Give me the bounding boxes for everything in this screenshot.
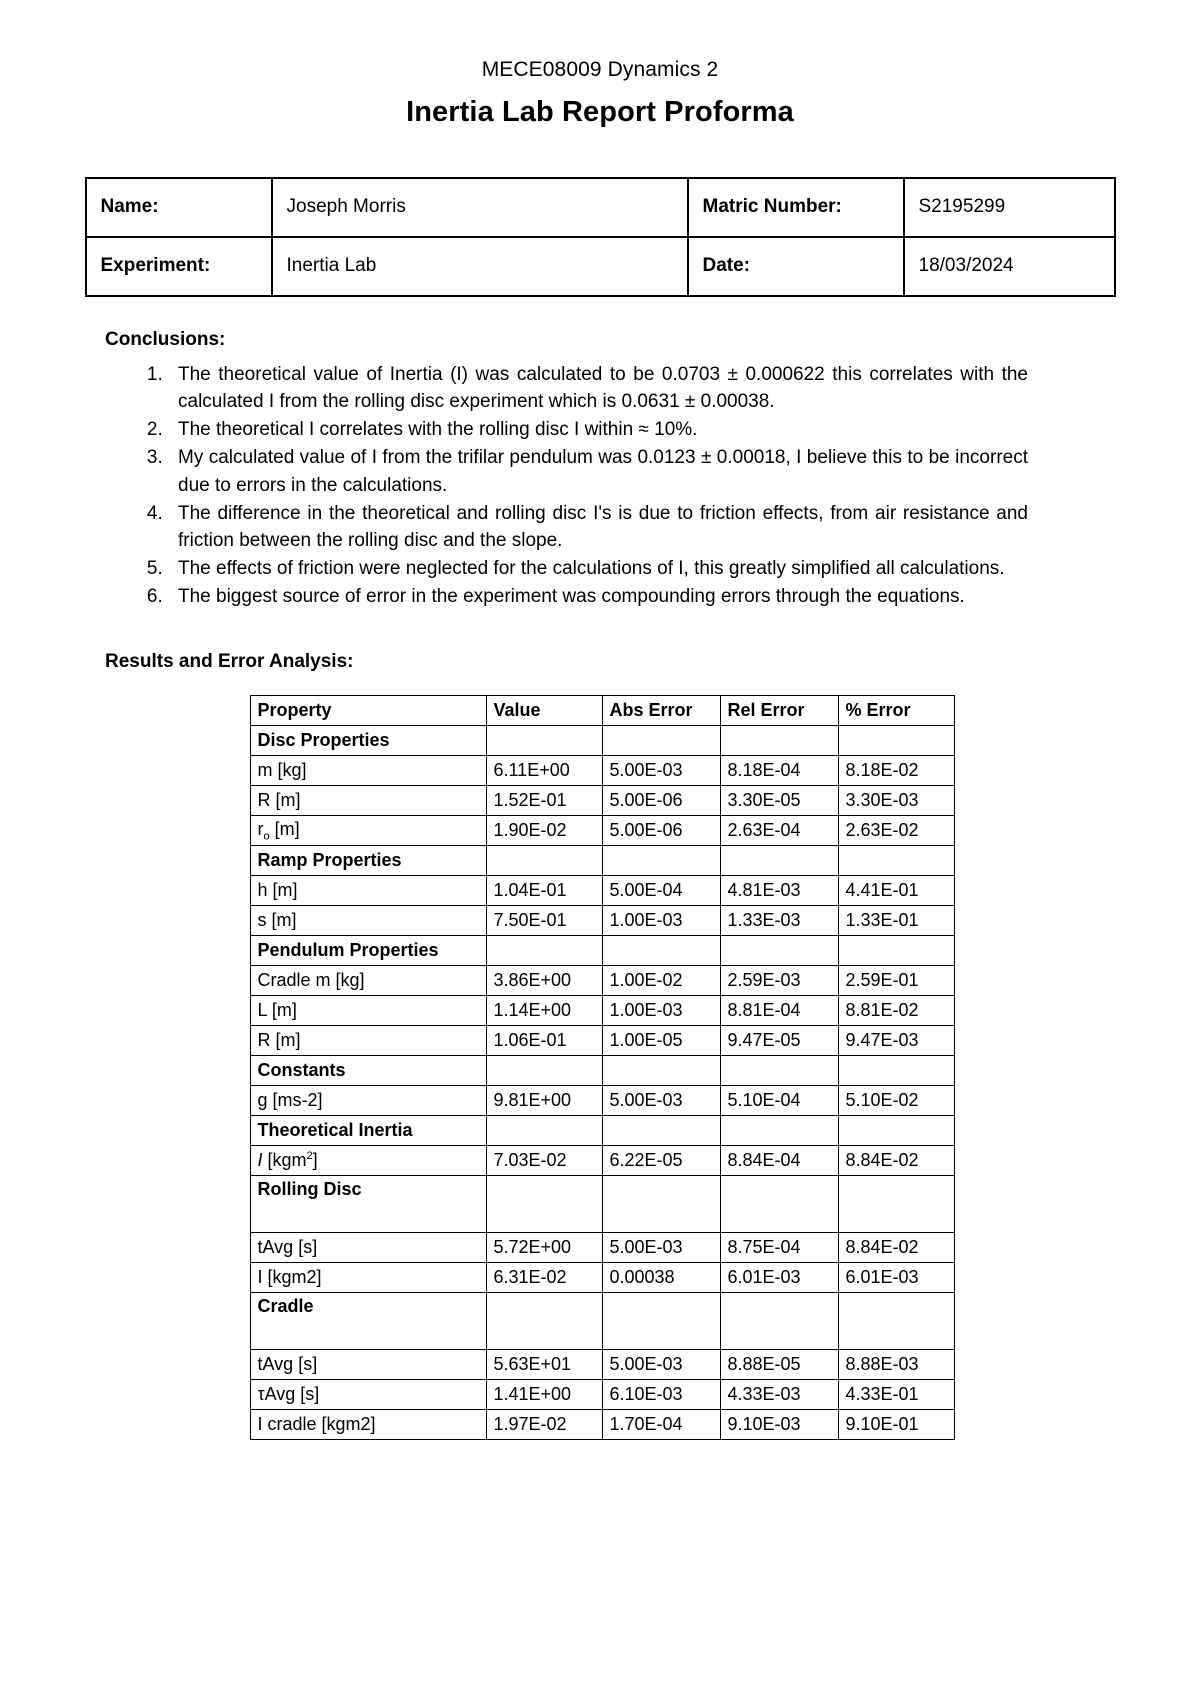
cell-rel-error: 2.59E-03 <box>720 966 838 996</box>
cell-rel-error: 8.75E-04 <box>720 1233 838 1263</box>
cell-rel-error <box>720 1056 838 1086</box>
cell-value: 7.03E-02 <box>486 1146 602 1176</box>
table-row <box>250 876 954 906</box>
cell-pct-error: 8.81E-02 <box>838 996 954 1026</box>
cell-property: Theoretical Inertia <box>250 1116 486 1146</box>
cell-value: 6.11E+00 <box>486 756 602 786</box>
cell-pct-error <box>838 1056 954 1086</box>
table-row <box>250 966 954 996</box>
cell-value: 3.86E+00 <box>486 966 602 996</box>
cell-pct-error: 4.33E-01 <box>838 1380 954 1410</box>
cell-abs-error: 5.00E-03 <box>602 1233 720 1263</box>
table-row <box>86 237 1115 296</box>
cell-pct-error: 5.10E-02 <box>838 1086 954 1116</box>
table-group-row <box>250 726 954 756</box>
conclusion-item: 1. The theoretical value of Inertia (I) was calculated to be 0.0703 ± 0.000622 this correlates with the calculated I from the rolling disc experiment which is 0.0631 ± 0.00038. <box>168 361 1028 415</box>
table-row <box>250 1086 954 1116</box>
table-row <box>250 1380 954 1410</box>
cell-property: Cradle <box>250 1293 486 1350</box>
cell-rel-error: 6.01E-03 <box>720 1263 838 1293</box>
course-code: MECE08009 Dynamics 2 <box>481 58 719 81</box>
cell-pct-error: 8.84E-02 <box>838 1146 954 1176</box>
table-row <box>250 906 954 936</box>
column-header: Value <box>486 696 602 726</box>
table-row <box>250 1410 954 1440</box>
cell-property: tAvg [s] <box>250 1233 486 1263</box>
cell-abs-error: 5.00E-03 <box>602 1086 720 1116</box>
cell-property: g [ms-2] <box>250 1086 486 1116</box>
cell-value: 1.97E-02 <box>486 1410 602 1440</box>
cell-property: s [m] <box>250 906 486 936</box>
cell-value: 1.04E-01 <box>486 876 602 906</box>
table-row <box>250 816 954 846</box>
date-value: 18/03/2024 <box>904 237 1115 296</box>
cell-abs-error <box>602 936 720 966</box>
cell-rel-error: 4.33E-03 <box>720 1380 838 1410</box>
cell-value <box>486 1056 602 1086</box>
cell-property: τAvg [s] <box>250 1380 486 1410</box>
name-value: Joseph Morris <box>272 178 688 237</box>
cell-property: I cradle [kgm2] <box>250 1410 486 1440</box>
cell-pct-error: 1.33E-01 <box>838 906 954 936</box>
cell-property: R [m] <box>250 1026 486 1056</box>
cell-rel-error <box>720 1116 838 1146</box>
cell-abs-error: 6.22E-05 <box>602 1146 720 1176</box>
cell-rel-error: 9.47E-05 <box>720 1026 838 1056</box>
cell-pct-error <box>838 1116 954 1146</box>
cell-property: tAvg [s] <box>250 1350 486 1380</box>
conclusion-item: 4. The difference in the theoretical and rolling disc I's is due to friction effects, from air resistance and friction between the rolling disc and the slope. <box>168 500 1028 554</box>
table-group-row <box>250 1116 954 1146</box>
cell-abs-error <box>602 1116 720 1146</box>
cell-pct-error: 9.47E-03 <box>838 1026 954 1056</box>
cell-abs-error: 5.00E-06 <box>602 816 720 846</box>
cell-property: R [m] <box>250 786 486 816</box>
table-row <box>250 1263 954 1293</box>
cell-property: Cradle m [kg] <box>250 966 486 996</box>
column-header: Property <box>250 696 486 726</box>
cell-property: Pendulum Properties <box>250 936 486 966</box>
table-group-row <box>250 936 954 966</box>
cell-property: h [m] <box>250 876 486 906</box>
matric-label: Matric Number: <box>688 178 904 237</box>
cell-abs-error <box>602 1176 720 1233</box>
cell-pct-error <box>838 1293 954 1350</box>
cell-value <box>486 1116 602 1146</box>
cell-value: 1.14E+00 <box>486 996 602 1026</box>
cell-value: 1.06E-01 <box>486 1026 602 1056</box>
cell-property: Constants <box>250 1056 486 1086</box>
cell-rel-error <box>720 1293 838 1350</box>
cell-abs-error: 0.00038 <box>602 1263 720 1293</box>
cell-pct-error: 8.18E-02 <box>838 756 954 786</box>
conclusion-item: 2. The theoretical I correlates with the rolling disc I within ≈ 10%. <box>168 416 1028 443</box>
cell-value: 1.41E+00 <box>486 1380 602 1410</box>
cell-property: m [kg] <box>250 756 486 786</box>
cell-rel-error <box>720 846 838 876</box>
table-row <box>86 178 1115 237</box>
conclusions-heading: Conclusions: <box>105 329 226 350</box>
cell-abs-error <box>602 726 720 756</box>
cell-pct-error: 2.59E-01 <box>838 966 954 996</box>
page-title: Inertia Lab Report Proforma <box>406 96 794 128</box>
date-label: Date: <box>688 237 904 296</box>
cell-property: Rolling Disc <box>250 1176 486 1233</box>
cell-abs-error: 1.00E-02 <box>602 966 720 996</box>
cell-value <box>486 936 602 966</box>
table-row <box>250 996 954 1026</box>
cell-abs-error: 5.00E-03 <box>602 1350 720 1380</box>
cell-pct-error <box>838 726 954 756</box>
cell-property: I [kgm$^2$] <box>250 1146 486 1176</box>
cell-pct-error: 3.30E-03 <box>838 786 954 816</box>
cell-abs-error: 1.70E-04 <box>602 1410 720 1440</box>
cell-abs-error: 5.00E-03 <box>602 756 720 786</box>
cell-property: L [m] <box>250 996 486 1026</box>
cell-rel-error <box>720 936 838 966</box>
table-row <box>250 1026 954 1056</box>
cell-value: 5.63E+01 <box>486 1350 602 1380</box>
cell-value: 5.72E+00 <box>486 1233 602 1263</box>
cell-property: $r_o$ [m] <box>250 816 486 846</box>
cell-pct-error: 6.01E-03 <box>838 1263 954 1293</box>
cell-abs-error <box>602 1056 720 1086</box>
column-header: Rel Error <box>720 696 838 726</box>
cell-rel-error: 4.81E-03 <box>720 876 838 906</box>
table-group-row <box>250 1293 954 1350</box>
experiment-value: Inertia Lab <box>272 237 688 296</box>
student-info-table <box>85 177 1116 297</box>
conclusions-list <box>0 361 1200 610</box>
cell-abs-error <box>602 1293 720 1350</box>
cell-value <box>486 846 602 876</box>
cell-property: Disc Properties <box>250 726 486 756</box>
table-row <box>250 756 954 786</box>
cell-abs-error: 5.00E-06 <box>602 786 720 816</box>
cell-value <box>486 1293 602 1350</box>
cell-value: 6.31E-02 <box>486 1263 602 1293</box>
conclusion-item: 6. The biggest source of error in the experiment was compounding errors through the equations. <box>168 583 1028 610</box>
cell-abs-error: 1.00E-05 <box>602 1026 720 1056</box>
cell-value <box>486 726 602 756</box>
cell-rel-error <box>720 726 838 756</box>
cell-rel-error: 5.10E-04 <box>720 1086 838 1116</box>
table-header-row <box>250 696 954 726</box>
cell-rel-error: 8.18E-04 <box>720 756 838 786</box>
cell-rel-error: 8.84E-04 <box>720 1146 838 1176</box>
cell-pct-error: 8.84E-02 <box>838 1233 954 1263</box>
cell-property: Ramp Properties <box>250 846 486 876</box>
experiment-label: Experiment: <box>86 237 272 296</box>
column-header: % Error <box>838 696 954 726</box>
cell-rel-error: 2.63E-04 <box>720 816 838 846</box>
matric-value: S2195299 <box>904 178 1115 237</box>
table-row <box>250 786 954 816</box>
table-row <box>250 1350 954 1380</box>
table-group-row <box>250 1056 954 1086</box>
conclusion-item: 5. The effects of friction were neglected for the calculations of I, this greatly simplified all calculations. <box>168 555 1028 582</box>
cell-rel-error: 1.33E-03 <box>720 906 838 936</box>
cell-pct-error: 4.41E-01 <box>838 876 954 906</box>
cell-value: 1.90E-02 <box>486 816 602 846</box>
cell-pct-error <box>838 846 954 876</box>
table-row <box>250 1146 954 1176</box>
cell-pct-error <box>838 936 954 966</box>
cell-pct-error <box>838 1176 954 1233</box>
cell-rel-error: 8.88E-05 <box>720 1350 838 1380</box>
cell-abs-error: 1.00E-03 <box>602 906 720 936</box>
cell-pct-error: 9.10E-01 <box>838 1410 954 1440</box>
cell-abs-error: 1.00E-03 <box>602 996 720 1026</box>
results-table-body <box>250 696 954 1440</box>
table-row <box>250 1233 954 1263</box>
cell-value: 9.81E+00 <box>486 1086 602 1116</box>
cell-value: 7.50E-01 <box>486 906 602 936</box>
results-error-analysis-table <box>250 695 955 1440</box>
cell-abs-error: 6.10E-03 <box>602 1380 720 1410</box>
cell-value <box>486 1176 602 1233</box>
table-group-row <box>250 1176 954 1233</box>
cell-abs-error <box>602 846 720 876</box>
results-heading: Results and Error Analysis: <box>105 651 354 673</box>
cell-rel-error <box>720 1176 838 1233</box>
cell-value: 1.52E-01 <box>486 786 602 816</box>
cell-pct-error: 8.88E-03 <box>838 1350 954 1380</box>
cell-abs-error: 5.00E-04 <box>602 876 720 906</box>
table-group-row <box>250 846 954 876</box>
cell-rel-error: 9.10E-03 <box>720 1410 838 1440</box>
name-label: Name: <box>86 178 272 237</box>
cell-pct-error: 2.63E-02 <box>838 816 954 846</box>
column-header: Abs Error <box>602 696 720 726</box>
cell-rel-error: 3.30E-05 <box>720 786 838 816</box>
cell-rel-error: 8.81E-04 <box>720 996 838 1026</box>
conclusion-item: 3. My calculated value of I from the trifilar pendulum was 0.0123 ± 0.00018, I believe this to be incorrect due to errors in the calculations. <box>168 444 1028 498</box>
cell-property: I [kgm2] <box>250 1263 486 1293</box>
